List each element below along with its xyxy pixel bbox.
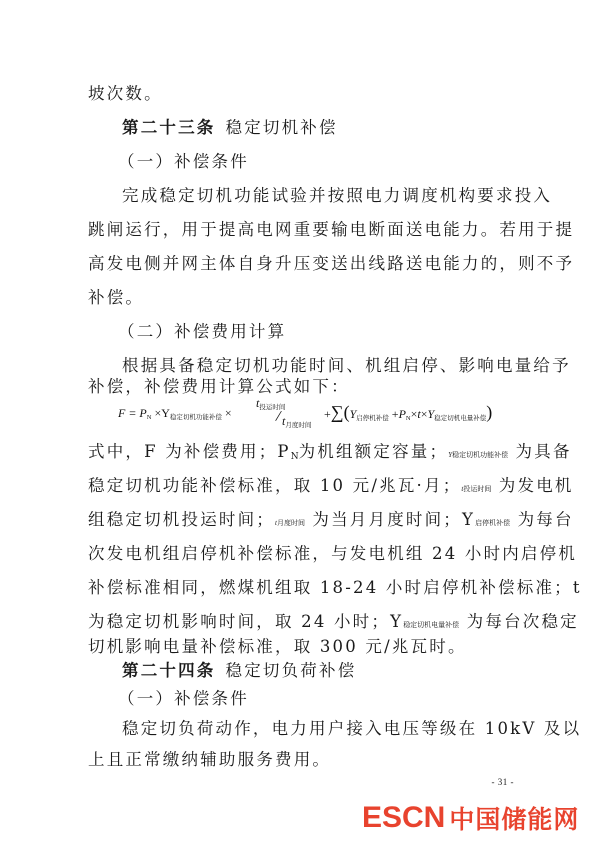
text-line: 完成稳定切机功能试验并按照电力调度机构要求投入: [122, 186, 553, 205]
text-line: 组稳定切机投运时间；t月度时间 为当月月度时间；Y启停机补偿 为每台: [88, 510, 574, 529]
text-line: 为稳定切机影响时间，取 24 小时；Y稳定切机电量补偿 为每台次稳定: [88, 612, 579, 631]
formula-t-month: 月度时间: [285, 422, 312, 429]
text-line: 稳定切机功能补偿标准，取 10 元/兆瓦·月；t投运时间 为发电机: [88, 476, 574, 495]
text-line: 高发电侧并网主体自身升压变送出线路送电能力的，则不予: [88, 254, 575, 273]
page-number: - 31 -: [491, 777, 514, 787]
text-line: 补偿。: [88, 288, 145, 307]
formula-t-run: 投运时间: [259, 404, 286, 411]
text-line: 坡次数。: [88, 84, 163, 103]
article-24-title: 稳定切负荷补偿: [225, 661, 357, 680]
text-line: 上且正常缴纳辅助服务费用。: [88, 750, 332, 769]
article-24-label: 第二十四条: [122, 661, 216, 680]
section-heading: （二）补偿费用计算: [118, 322, 287, 341]
compensation-formula: $F = P_N \times Y_{稳定切机功能补偿}$ × $t_{投运时间}$ / $t_{月度时间}$ $+\sum(Y_{启停机补偿} +P_N\times t\times Y_{稳定切机电量补偿})$: [118, 396, 493, 429]
text-line: 根据具备稳定切机功能时间、机组启停、影响电量给予: [122, 356, 571, 375]
section-heading: （一）补偿条件: [118, 689, 249, 708]
text-line: 跳闸运行，用于提高电网重要输电断面送电能力。若用于提: [88, 220, 575, 239]
formula-lhs: F = P: [118, 406, 147, 420]
text-line: 切机影响电量补偿标准，取 300 元/兆瓦时。: [88, 637, 467, 656]
escn-logo: [362, 802, 579, 834]
logo-mark: ESCN: [362, 801, 446, 834]
text-line: 稳定切负荷动作，电力用户接入电压等级在 10kV 及以: [122, 719, 582, 738]
formula-sub-y2: 启停机补偿: [356, 415, 389, 422]
article-23-label: 第二十三条: [122, 118, 216, 137]
section-heading: （一）补偿条件: [118, 152, 249, 171]
text-line: 次发电机组启停机补偿标准，与发电机组 24 小时内启停机: [88, 544, 578, 563]
article-23-heading: [122, 117, 338, 139]
formula-sub-n: N: [146, 414, 152, 421]
text-line: 补偿标准相同，燃煤机组取 18-24 小时启停机补偿标准；t: [88, 578, 582, 597]
formula-sub-y3: 稳定切机电量补偿: [434, 415, 487, 422]
article-24-heading: [122, 660, 356, 682]
formula-sub-y1: 稳定切机功能补偿: [169, 414, 222, 421]
text-line: 补偿，补偿费用计算公式如下：: [88, 377, 350, 396]
article-23-title: 稳定切机补偿: [225, 118, 338, 137]
text-line: 式中，F 为补偿费用；$P_N$为机组额定容量；Y稳定切机功能补偿 为具备: [88, 442, 572, 462]
logo-name: 中国储能网: [449, 805, 580, 834]
